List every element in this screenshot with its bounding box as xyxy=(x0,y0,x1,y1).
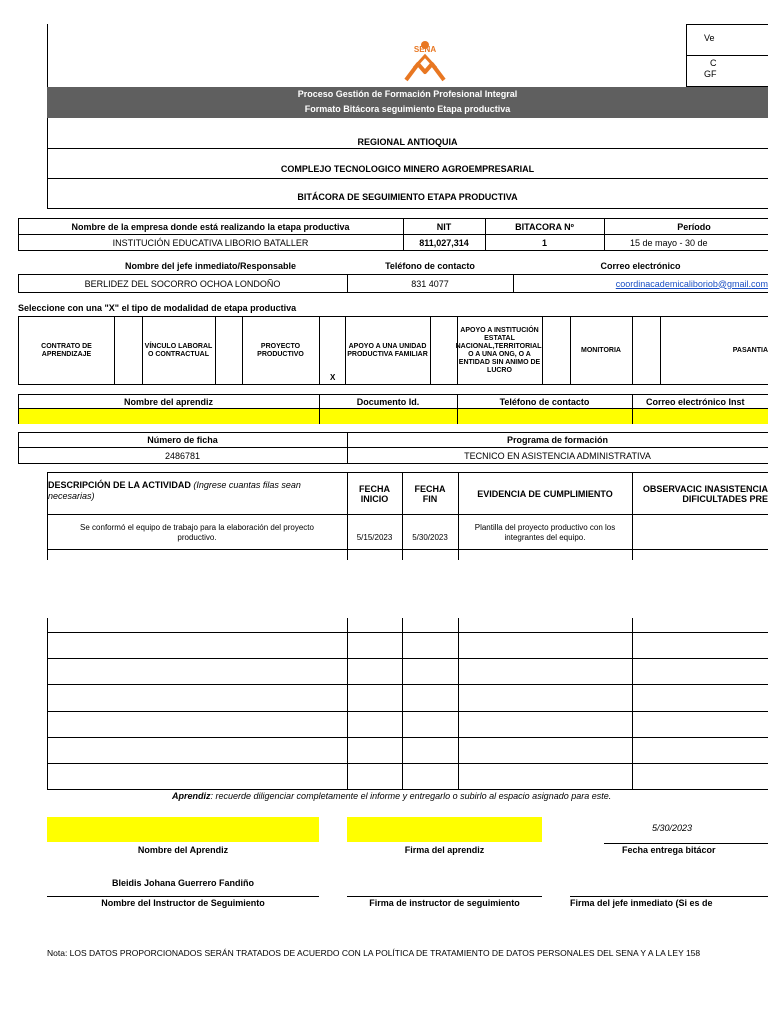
company-name-label: Nombre de la empresa donde está realizando la etapa productiva xyxy=(71,221,350,232)
regional-label: REGIONAL ANTIOQUIA xyxy=(357,137,458,147)
document-title: BITÁCORA DE SEGUIMIENTO ETAPA PRODUCTIVA xyxy=(297,192,518,202)
boss-name-field[interactable]: BERLIDEZ DEL SOCORRO OCHOA LONDOÑO xyxy=(84,278,281,289)
complex-label: COMPLEJO TECNOLOGICO MINERO AGROEMPRESARIAL xyxy=(280,164,535,174)
period-label: Período xyxy=(677,221,711,232)
instructor-sign-caption: Firma de instructor de seguimiento xyxy=(369,898,520,908)
end-date-header: FECHA FIN xyxy=(414,483,446,504)
process-title: Proceso Gestión de Formación Profesional Integral xyxy=(297,89,518,99)
modality-option-institucion: APOYO A INSTITUCIÓN ESTATAL NACIONAL,TERRITORIAL, O A UNA ONG, O A ENTIDAD SIN ANIMO DE LUCRO xyxy=(455,326,544,374)
modality-prompt: Seleccione con una "X" el tipo de modalidad de etapa productiva xyxy=(18,303,297,313)
boss-email-link[interactable]: coordinacademicaliboriob@gmail.com xyxy=(615,278,768,289)
activity-evidence[interactable]: Plantilla del proyecto productivo con los integrantes del equipo. xyxy=(474,523,616,542)
instructor-name[interactable]: Bleidis Johana Guerrero Fandiño xyxy=(111,878,255,888)
boss-email-label: Correo electrónico xyxy=(600,260,681,271)
code-value: GF xyxy=(704,69,717,79)
apprentice-phone-label: Teléfono de contacto xyxy=(499,396,590,407)
program-label: Programa de formación xyxy=(506,435,609,445)
ficha-label: Número de ficha xyxy=(147,435,218,445)
program-field[interactable]: TECNICO EN ASISTENCIA ADMINISTRATIVA xyxy=(464,450,651,461)
nit-label: NIT xyxy=(436,221,452,232)
bitacora-field[interactable]: 1 xyxy=(541,237,547,248)
apprentice-phone-field[interactable] xyxy=(458,409,632,424)
apprentice-signature-field[interactable] xyxy=(347,817,542,842)
boss-name-label: Nombre del jefe inmediato/Responsable xyxy=(124,260,297,271)
activity-desc[interactable]: Se conformó el equipo de trabajo para la elaboración del proyecto productivo. xyxy=(80,523,314,542)
apprentice-email-field[interactable] xyxy=(633,409,768,424)
modality-option-pasantia: PASANTIA xyxy=(732,346,768,354)
bitacora-label: BITACORA Nº xyxy=(515,221,574,232)
start-date-header: FECHA INICIO xyxy=(359,483,390,504)
period-field[interactable]: 15 de mayo - 30 de xyxy=(630,237,708,248)
apprentice-name-label: Nombre del aprendiz xyxy=(123,396,213,407)
ficha-field[interactable]: 2486781 xyxy=(164,450,201,461)
modality-option-proyecto: PROYECTO PRODUCTIVO xyxy=(257,342,304,358)
modality-mark[interactable]: X xyxy=(330,373,336,382)
modality-option-contrato: CONTRATO DE APRENDIZAJE xyxy=(41,342,92,358)
apprentice-email-label: Correo electrónico Inst xyxy=(646,396,745,407)
delivery-date-caption: Fecha entrega bitácor xyxy=(622,845,716,855)
modality-option-vinculo: VÍNCULO LABORAL O CONTRACTUAL xyxy=(144,342,213,358)
apprentice-signature-name-field[interactable] xyxy=(47,817,319,842)
evidence-header: EVIDENCIA DE CUMPLIMIENTO xyxy=(477,488,613,499)
modality-option-monitoria: MONITORIA xyxy=(581,346,621,354)
format-title: Formato Bitácora seguimiento Etapa productiva xyxy=(304,104,511,114)
version-label: Ve xyxy=(704,33,715,43)
code-label: C xyxy=(710,58,717,68)
boss-sign-caption: Firma del jefe inmediato (Si es de xyxy=(570,898,713,908)
delivery-date[interactable]: 5/30/2023 xyxy=(652,823,693,833)
modality-option-unidad-familiar: APOYO A UNA UNIDAD PRODUCTIVA FAMILIAR xyxy=(347,342,428,358)
apprentice-name-field[interactable] xyxy=(19,409,319,424)
apprentice-name-caption: Nombre del Aprendiz xyxy=(137,845,229,855)
observations-header: OBSERVACIC INASISTENCIA DIFICULTADES PRE xyxy=(642,483,768,504)
activity-desc-header: DESCRIPCIÓN DE LA ACTIVIDAD (Ingrese cuantas filas sean necesarias) xyxy=(48,480,301,501)
boss-phone-field[interactable]: 831 4077 xyxy=(411,278,449,289)
logo-text: SENA xyxy=(413,45,437,54)
legal-note: Nota: LOS DATOS PROPORCIONADOS SERÁN TRATADOS DE ACUERDO CON LA POLÍTICA DE TRATAMIENTO DE DATOS PERSONALES DEL SENA Y A LA LEY 158 xyxy=(47,948,701,958)
company-name-field[interactable]: INSTITUCIÓN EDUCATIVA LIBORIO BATALLER xyxy=(112,237,309,248)
activity-start[interactable]: 5/15/2023 xyxy=(356,533,393,542)
apprentice-sign-caption: Firma del aprendiz xyxy=(404,845,485,855)
boss-phone-label: Teléfono de contacto xyxy=(385,260,475,271)
activity-end[interactable]: 5/30/2023 xyxy=(412,533,448,542)
nit-field[interactable]: 811,027,314 xyxy=(419,237,469,248)
apprentice-reminder: Aprendiz: recuerde diligenciar completamente el informe y entregarlo o subirlo al espacio asignado para este. xyxy=(172,791,612,801)
apprentice-doc-field[interactable] xyxy=(320,409,457,424)
instructor-name-caption: Nombre del Instructor de Seguimiento xyxy=(101,898,265,908)
apprentice-doc-label: Documento Id. xyxy=(356,396,420,407)
